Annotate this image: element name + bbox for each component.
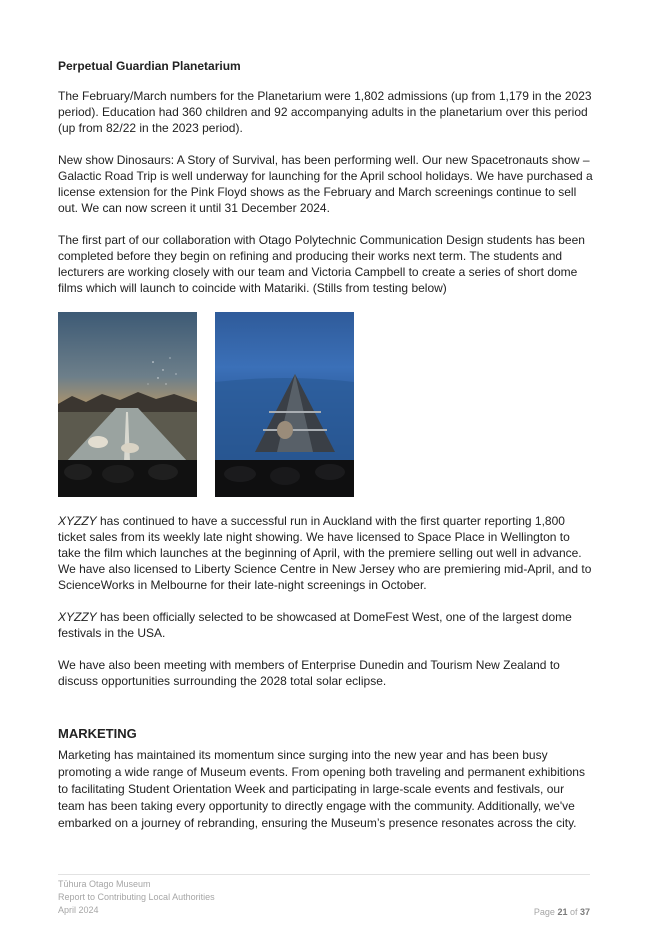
still-boat-dome-image [215,312,354,497]
stills-images [58,312,593,497]
boat-ocean-graphic [215,312,354,497]
page-label: Page [533,907,558,917]
xyzzy-title: XYZZY [58,610,97,624]
planetarium-heading: Perpetual Guardian Planetarium [58,59,241,73]
page-number [534,906,590,919]
planetarium-admissions-paragraph: The February/March numbers for the Planetarium were 1,802 admissions (up from 1,179 in the 2023 period). Education had 360 children and 92 accompanying adults in the planetarium over this period (up from 82/22 in the 2023 period). [58,89,592,135]
xyzzy-domefest-text: has been officially selected to be showcased at DomeFest West, one of the largest dome festivals in the USA. [58,610,572,640]
xyzzy-title: XYZZY [58,514,97,528]
polytechnic-collaboration-paragraph: The first part of our collaboration with Otago Polytechnic Communication Design students has been completed before they begin on refining and producing their works next term. The students and lecturers are working closely with our team and Victoria Campbell to create a series of short dome films which will launch to coincide with Matariki. (Stills from testing below) [58,233,585,295]
footer-date: April 2024 [58,905,99,915]
marketing-paragraph: Marketing has maintained its momentum since surging into the new year and has been busy promoting a wide range of Museum events. From opening both traveling and permanent exhibitions to facilitating Student Orientation Week and participating in large-scale events and festivals, our team has been taking every opportunity to directly engage with the community. Additionally, we've embarked on a journey of rebranding, ensuring the Museum’s presence resonates across the city. [58,748,585,830]
xyzzy-auckland-paragraph [58,513,593,593]
of-label: of [567,907,580,917]
marketing-heading: MARKETING [58,726,137,741]
solar-eclipse-paragraph: We have also been meeting with members of Enterprise Dunedin and Tourism New Zealand to discuss opportunities surrounding the 2028 total solar eclipse. [58,658,560,688]
footer-report: Report to Contributing Local Authorities [58,892,215,902]
xyzzy-auckland-text: has continued to have a successful run in Auckland with the first quarter reporting 1,800 ticket sales from its weekly late night showing. We have licensed to Space Place in Wellington to take the film which launches at the beginning of April, with the premiere selling out well in advance. We have also licensed to Liberty Science Centre in New Jersey who are premiering mid-April, and to ScienceWorks in Melbourne for their late-night screenings in October. [58,514,592,592]
xyzzy-domefest-paragraph [58,609,593,641]
page-footer [58,874,590,917]
planetarium-shows-paragraph: New show Dinosaurs: A Story of Survival, has been performing well. Our new Spacetronauts show – Galactic Road Trip is well underway for launching for the April school holidays. We have purchased a license extension for the Pink Floyd shows as the February and March screenings continue to sell out. We can now screen it until 31 December 2024. [58,153,593,215]
still-road-dome-image [58,312,197,497]
page-content [58,58,593,832]
road-landscape-graphic [58,312,197,497]
total-pages: 37 [579,907,590,917]
footer-org: Tūhura Otago Museum [58,879,151,889]
current-page: 21 [557,907,568,917]
